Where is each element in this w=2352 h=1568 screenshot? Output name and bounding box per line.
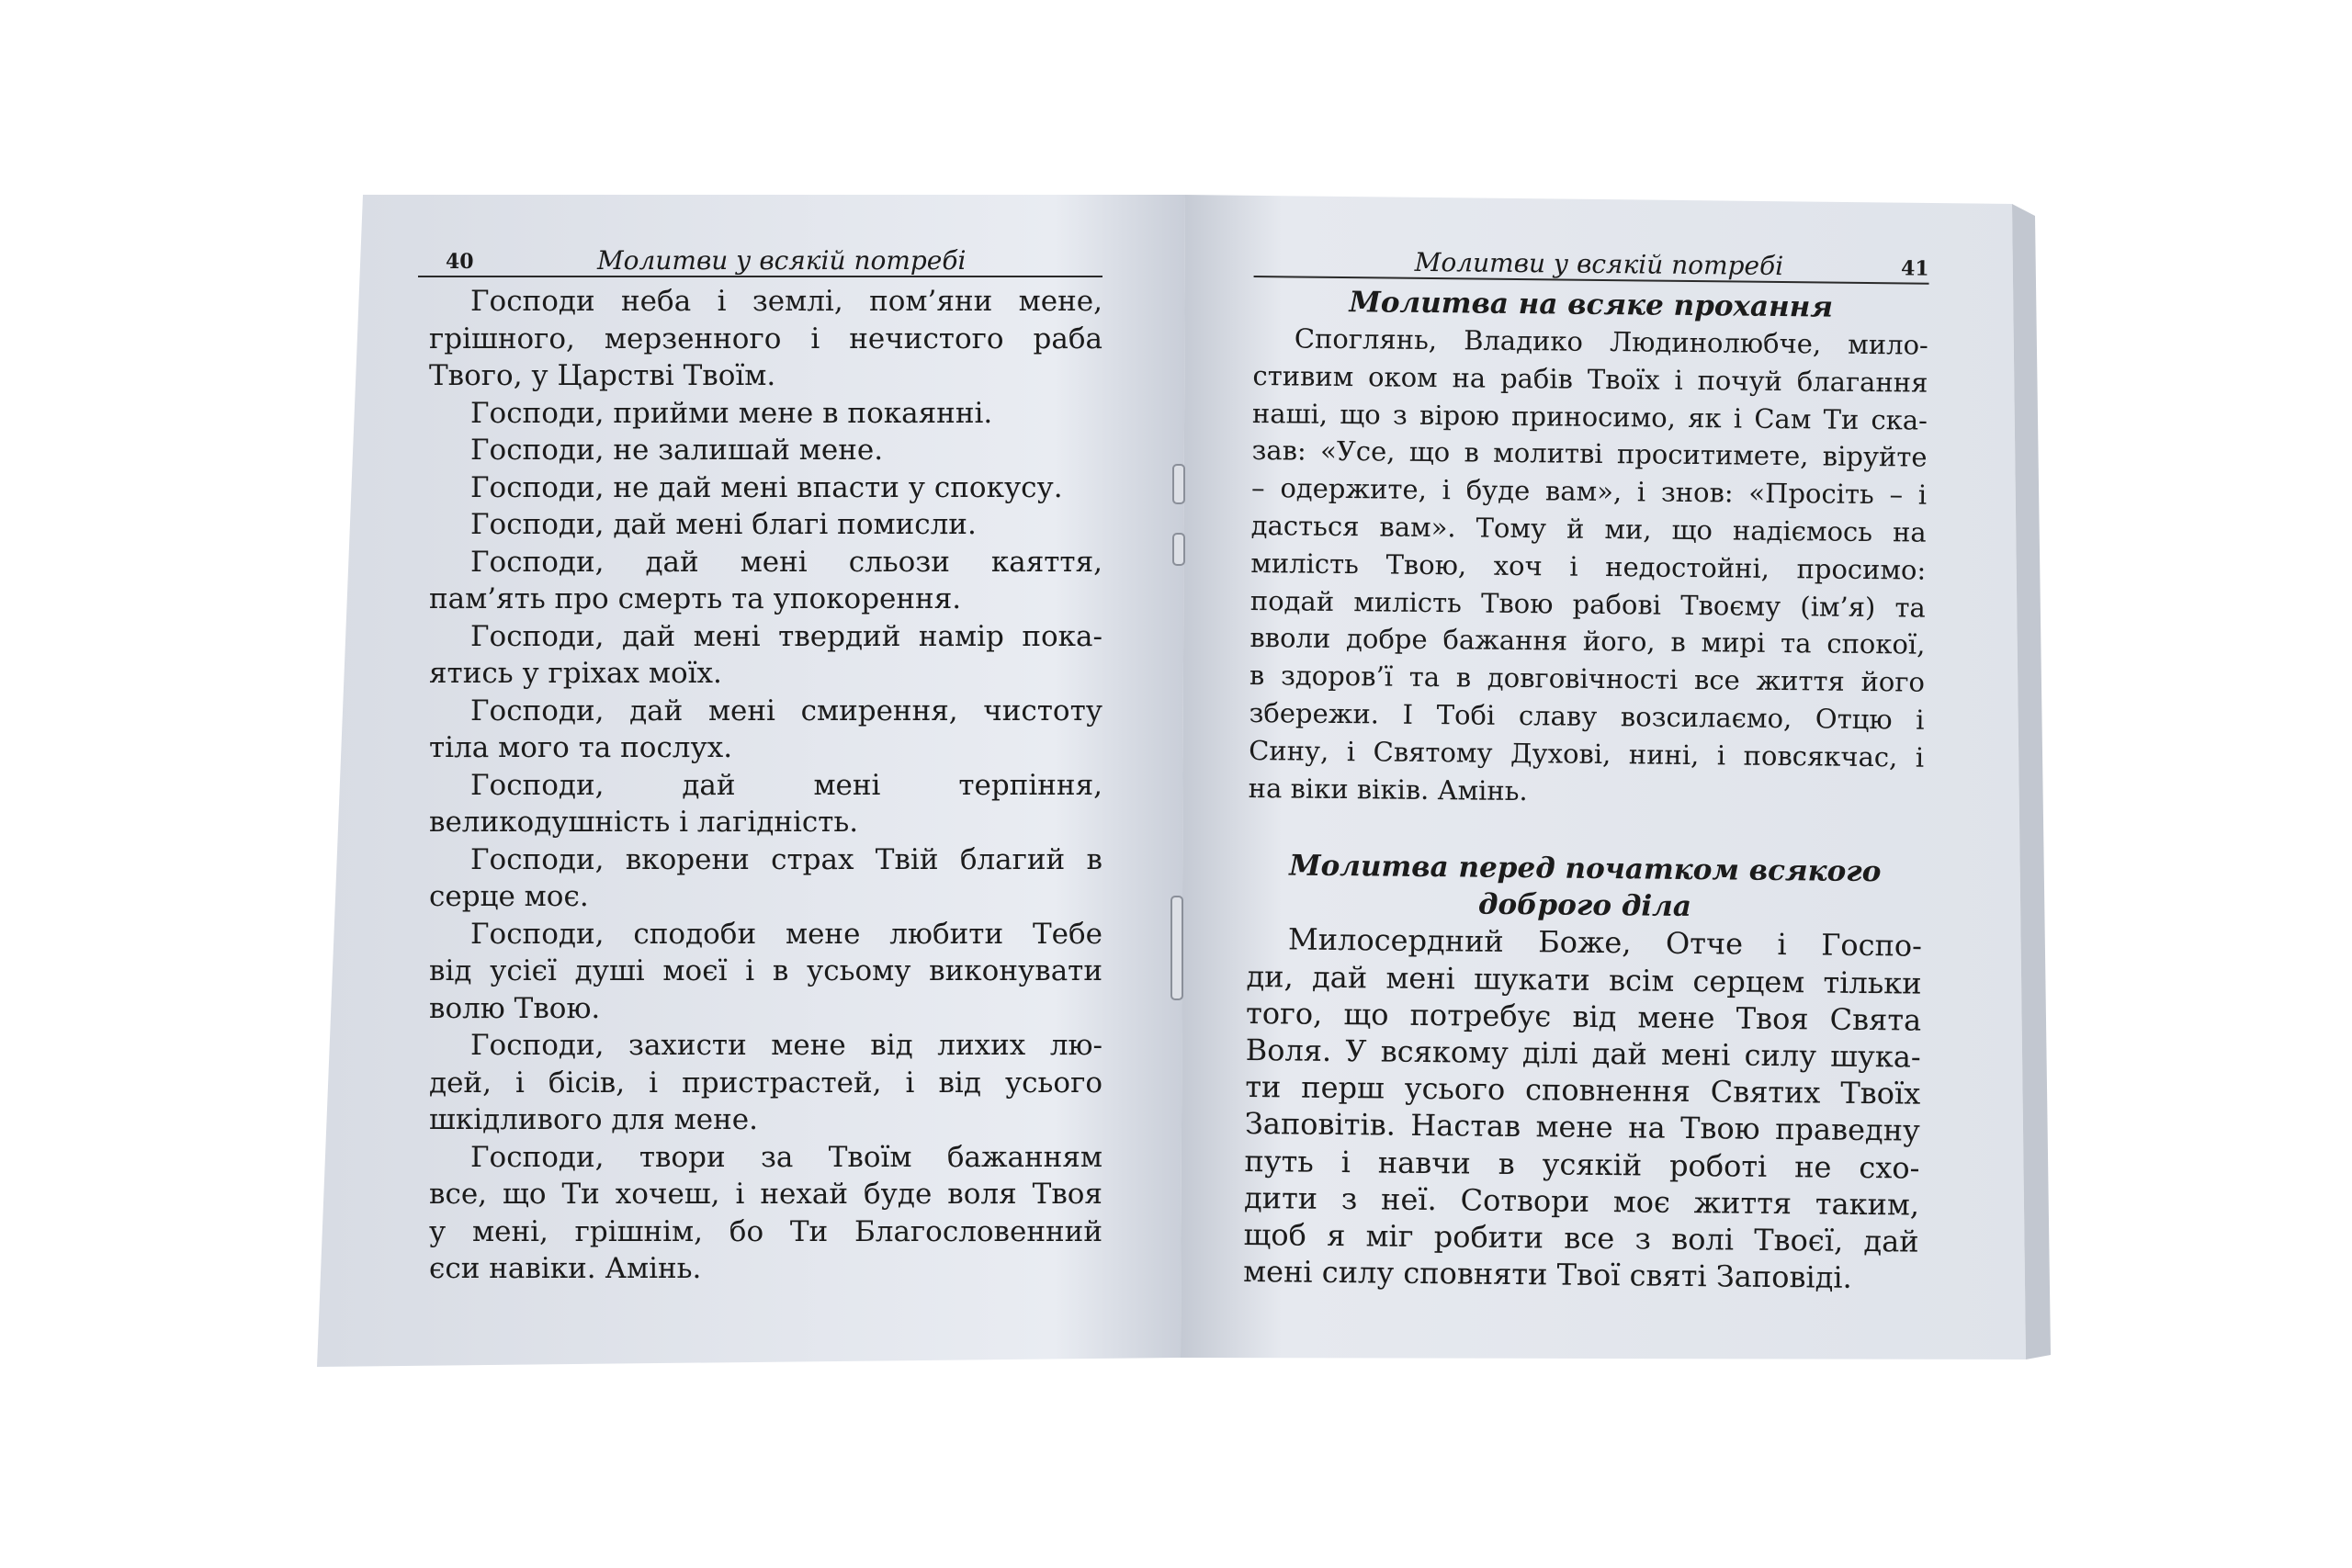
text-line: серце моє. <box>429 880 589 913</box>
text-line: єси навіки. Амінь. <box>429 1252 702 1285</box>
text-line: у мені, грішнім, бо Ти Благословенний <box>429 1214 1102 1248</box>
prayer-paragraph <box>429 469 1102 507</box>
text-line: Господи, сподоби мене любити Тебе <box>470 917 1102 951</box>
section-title-line: доброго діла <box>1477 887 1692 924</box>
left-page <box>418 239 1102 1288</box>
left-page-body <box>418 283 1102 1288</box>
text-line: Милосердний Боже, Отче і Госпо- <box>1287 921 1923 964</box>
text-line: Господи, дай мені благі помисли. <box>470 508 977 541</box>
text-line: Господи, дай мені сльози каяття, <box>470 545 1102 579</box>
text-line: подай милість Твою рабові Твоєму (ім’я) та <box>1250 584 1927 624</box>
text-line: того, що потребує від мене Твоя Свята <box>1245 995 1922 1038</box>
prayer-paragraph <box>429 1027 1102 1139</box>
text-line: Господи, дай мені терпіння, <box>470 768 1102 802</box>
text-line: Господи, не залишай мене. <box>470 434 884 467</box>
prayer-paragraph <box>429 395 1102 433</box>
text-line: на віки віків. Амінь. <box>1248 772 1528 807</box>
text-line: – одержите, і буде вам», і знов: «Просіть – і <box>1250 472 1928 511</box>
text-line: грішного, мерзенного і нечистого раба <box>429 321 1102 355</box>
text-line: дей, і бісів, і пристрастей, і від усього <box>429 1066 1102 1100</box>
prayer-paragraph <box>429 841 1102 916</box>
staple-top <box>1172 464 1185 504</box>
section-title-line: Молитва перед початком всякого <box>1289 849 1882 889</box>
text-line: Господи, дай мені твердий намір пока- <box>470 619 1102 653</box>
text-line: Господи, прийми мене в покаянні. <box>470 396 993 430</box>
text-line: вволи добре бажання його, в мирі та спокої, <box>1250 622 1926 661</box>
text-line: Господи, дай мені смирення, чистоту <box>470 694 1102 728</box>
text-line: тіла мого та послух. <box>429 731 733 764</box>
prayer-paragraph <box>429 432 1102 469</box>
text-line: Споглянь, Владико Людинолюбче, мило- <box>1294 322 1929 361</box>
prayer-paragraph <box>429 283 1102 395</box>
text-line: все, що Ти хочеш, і нехай буде воля Твоя <box>429 1178 1102 1211</box>
text-line: дити з неї. Сотвори моє життя таким, <box>1243 1179 1920 1223</box>
text-line: Воля. У всякому ділі дай мені силу шука- <box>1245 1032 1921 1075</box>
staple-bottom <box>1170 896 1183 1000</box>
text-line: від усієї душі моєї і в усьому виконувати <box>429 954 1102 987</box>
right-page-header <box>1254 239 1929 285</box>
prayer-paragraph <box>429 916 1102 1028</box>
page-number: 41 <box>1900 256 1929 281</box>
running-title: Молитви у всякій потребі <box>1414 246 1784 282</box>
text-line: Заповітів. Настав мене на Твою праведну <box>1244 1106 1921 1149</box>
prayer-text <box>1243 920 1922 1297</box>
prayer-paragraph <box>429 767 1102 841</box>
text-line: щоб я міг робити все з волі Твоєї, дай <box>1243 1216 1919 1259</box>
text-line: путь і навчи в усякій роботі не схо- <box>1244 1143 1920 1186</box>
section-title: Молитва на всяке прохання <box>1349 286 1834 324</box>
prayer-paragraph <box>429 618 1102 693</box>
text-line: великодушність і лагідність. <box>429 806 859 839</box>
left-page-header <box>418 239 1102 277</box>
text-line: Господи, не дай мені впасти у спокусу. <box>470 470 1063 504</box>
text-line: Господи неба і землі, пом’яни мене, <box>470 285 1102 318</box>
text-line: волю Твою. <box>429 991 601 1025</box>
running-title: Молитви у всякій потребі <box>597 245 967 276</box>
text-line: ди, дай мені шукати всім серцем тільки <box>1246 958 1922 1001</box>
staple-middle <box>1172 533 1185 566</box>
text-line: ятись у гріхах моїх. <box>429 657 722 690</box>
text-line: пам’ять про смерть та упокорення. <box>429 582 962 615</box>
text-line: Твого, у Царстві Твоїм. <box>429 359 776 392</box>
prayer-text <box>1249 320 1929 814</box>
prayer-paragraph <box>429 544 1102 618</box>
text-line: Господи, захисти мене від лихих лю- <box>470 1029 1102 1062</box>
right-page <box>1243 239 1929 1297</box>
text-line: Господи, твори за Твоїм бажанням <box>470 1140 1102 1174</box>
text-line: Сину, і Святому Духові, нині, і повсякчас, і <box>1248 734 1925 773</box>
text-line: зав: «Усе, що в молитві проситимете, віруйте <box>1251 434 1928 474</box>
section-title <box>1247 847 1923 928</box>
text-line: дасться вам». Тому й ми, що надіємось на <box>1250 509 1927 548</box>
text-line: мені силу сповняти Твої святі Заповіді. <box>1243 1254 1853 1296</box>
right-page-body <box>1243 283 1928 1297</box>
text-line: Господи, вкорени страх Твій благий в <box>470 842 1102 876</box>
prayer-paragraph <box>429 1139 1102 1288</box>
text-line: в здоров’ї та в довговічності все життя його <box>1249 660 1926 698</box>
page-number: 40 <box>446 250 474 274</box>
text-line: милість Твою, хоч і недостойні, просимо: <box>1250 547 1927 586</box>
text-line: наші, що з вірою приносимо, як і Сам Ти ска- <box>1251 397 1928 436</box>
text-line: шкідливого для мене. <box>429 1103 758 1136</box>
text-line: збережи. І Тобі славу возсилаємо, Отцю і <box>1249 696 1925 736</box>
prayer-paragraph <box>429 693 1102 767</box>
text-line: ти перш усього сповнення Святих Твоїх <box>1245 1069 1921 1111</box>
prayer-paragraph <box>429 506 1102 544</box>
text-line: стивим оком на рабів Твоїх і почуй благання <box>1252 359 1928 399</box>
